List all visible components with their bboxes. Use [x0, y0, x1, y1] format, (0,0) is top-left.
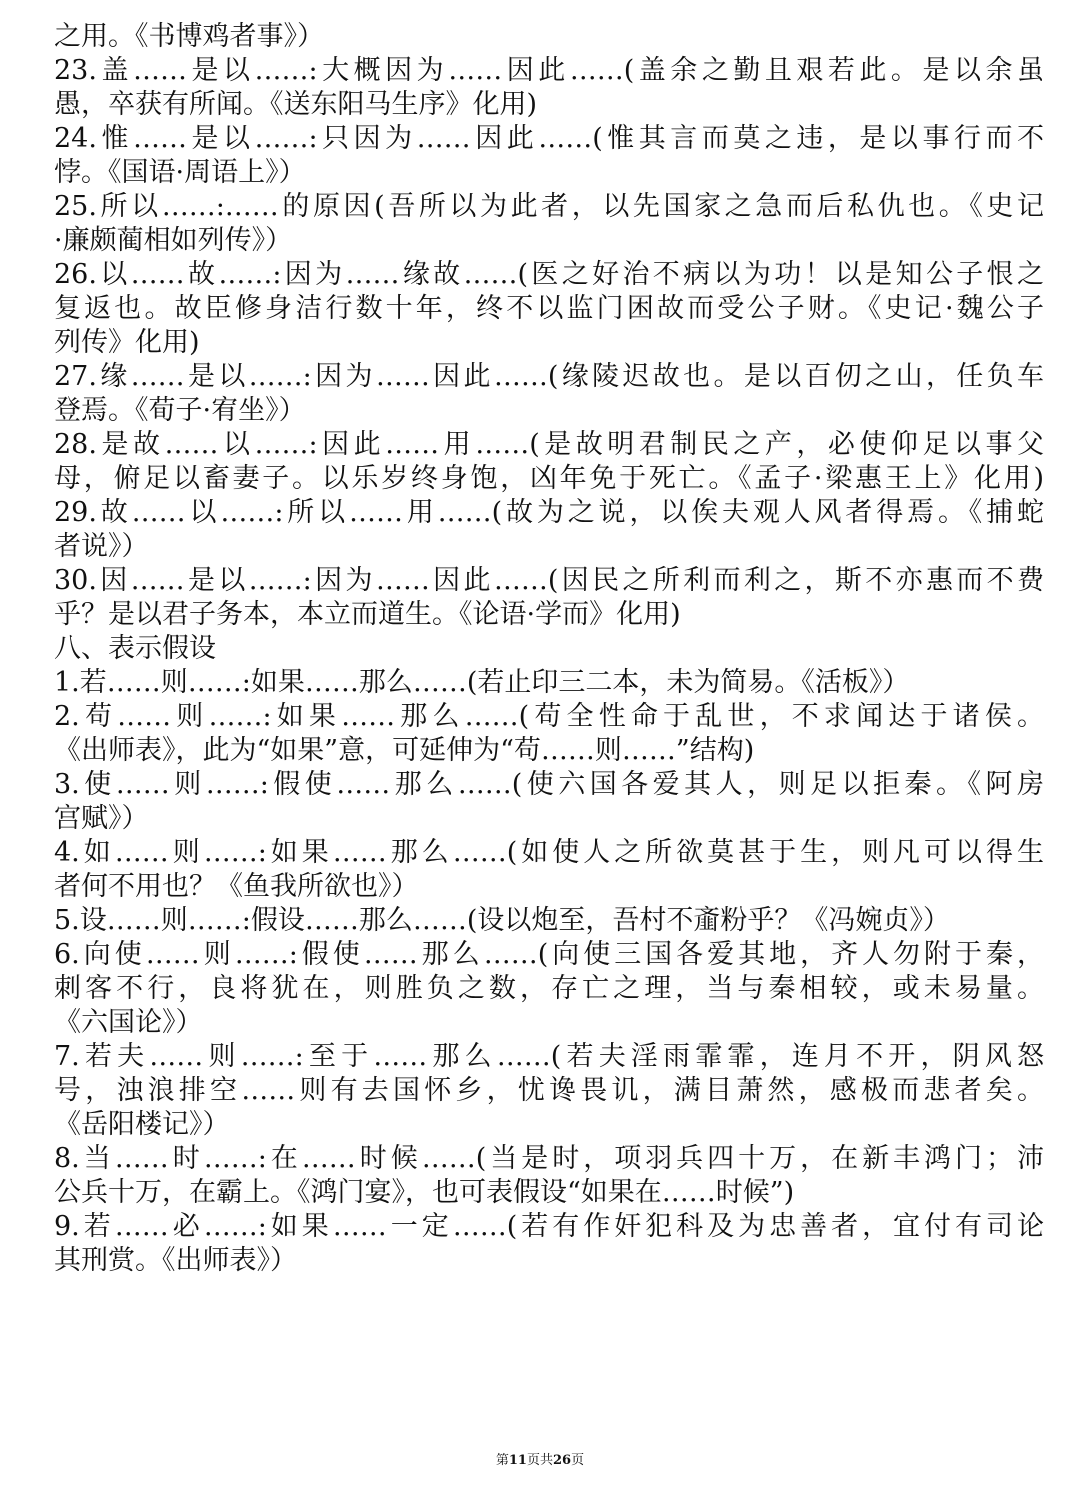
text-line: 9.若……必……:如果……一定……(若有作奸犯科及为忠善者，宜付有司论 — [54, 1211, 1044, 1242]
document-body — [54, 20, 1044, 1278]
text-line: 3.使……则……:假使……那么……(使六国各爱其人，则足以拒秦。《阿房 — [54, 769, 1044, 800]
text-line: 28.是故……以……:因此……用……(是故明君制民之产，必使仰足以事父 — [54, 429, 1044, 460]
text-line: ·廉颇蔺相如列传》） — [54, 225, 293, 256]
text-line: 悖。《国语·周语上》） — [54, 157, 306, 188]
footer-prefix: 第 — [495, 1453, 509, 1468]
text-line: 7.若夫……则……:至于……那么……(若夫淫雨霏霏，连月不开，阴风怒 — [54, 1041, 1044, 1072]
text-line: 八、表示假设 — [54, 633, 216, 664]
text-line: 列传》化用) — [54, 327, 200, 358]
text-line: 29.故……以……:所以……用……(故为之说，以俟夫观人风者得焉。《捕蛇 — [54, 497, 1044, 528]
text-line: 24.惟……是以……:只因为……因此……(惟其言而莫之违，是以事行而不 — [54, 123, 1044, 154]
text-line: 号，浊浪排空……则有去国怀乡，忧谗畏讥，满目萧然，感极而悲者矣。 — [54, 1075, 1044, 1106]
text-line: 2.苟……则……:如果……那么……(苟全性命于乱世，不求闻达于诸侯。 — [54, 701, 1044, 732]
text-line: 母，俯足以畜妻子。以乐岁终身饱，凶年免于死亡。《孟子·梁惠王上》化用) — [54, 463, 1044, 494]
footer-middle: 页共 — [526, 1453, 553, 1468]
text-line: 其刑赏。《出师表》） — [54, 1245, 297, 1276]
text-line: 4.如……则……:如果……那么……(如使人之所欲莫甚于生，则凡可以得生 — [54, 837, 1044, 868]
text-line: 30.因……是以……:因为……因此……(因民之所利而利之，斯不亦惠而不费 — [54, 565, 1044, 596]
text-line: 25.所以……:……的原因(吾所以为此者，以先国家之急而后私仇也。《史记 — [54, 191, 1044, 222]
text-line: 乎？是以君子务本，本立而道生。《论语·学而》化用) — [54, 599, 681, 630]
text-line: 27.缘……是以……:因为……因此……(缘陵迟故也。是以百仞之山，任负车 — [54, 361, 1044, 392]
text-line: 5.设……则……:假设……那么……(设以炮至，吾村不齑粉乎？《冯婉贞》） — [54, 905, 950, 936]
page-footer — [0, 1449, 1080, 1468]
text-line: 复返也。故臣修身洁行数十年，终不以监门困故而受公子财。《史记·魏公子 — [54, 293, 1044, 324]
total-pages-number: 26 — [553, 1453, 572, 1468]
text-line: 《出师表》，此为“如果”意，可延伸为“苟……则……”结构) — [54, 735, 755, 766]
text-line: 23.盖……是以……:大概因为……因此……(盖余之勤且艰若此。是以余虽 — [54, 55, 1044, 86]
text-line: 登焉。《荀子·宥坐》） — [54, 395, 306, 426]
text-line: 刺客不行，良将犹在，则胜负之数，存亡之理，当与秦相较，或未易量。 — [54, 973, 1044, 1004]
text-line: 愚，卒获有所闻。《送东阳马生序》化用) — [54, 89, 538, 120]
text-line: 8.当……时……:在……时候……(当是时，项羽兵四十万，在新丰鸿门；沛 — [54, 1143, 1044, 1174]
footer-suffix: 页 — [571, 1453, 585, 1468]
text-line: 者何不用也？《鱼我所欲也》） — [54, 871, 419, 902]
text-line: 《岳阳楼记》） — [54, 1109, 230, 1140]
text-line: 公兵十万，在霸上。《鸿门宴》，也可表假设“如果在……时候”) — [54, 1177, 795, 1208]
text-line: 6.向使……则……:假使……那么……(向使三国各爱其地，齐人勿附于秦， — [54, 939, 1044, 970]
current-page-number: 11 — [508, 1453, 527, 1468]
text-line: 宫赋》） — [54, 803, 149, 834]
text-line: 26.以……故……:因为……缘故……(医之好治不病以为功！以是知公子恨之 — [54, 259, 1044, 290]
text-line: 1.若……则……:如果……那么……(若止印三二本，未为简易。《活板》） — [54, 667, 910, 698]
text-line: 《六国论》） — [54, 1007, 203, 1038]
text-line: 之用。《书博鸡者事》） — [54, 21, 324, 52]
text-line: 者说》） — [54, 531, 149, 562]
